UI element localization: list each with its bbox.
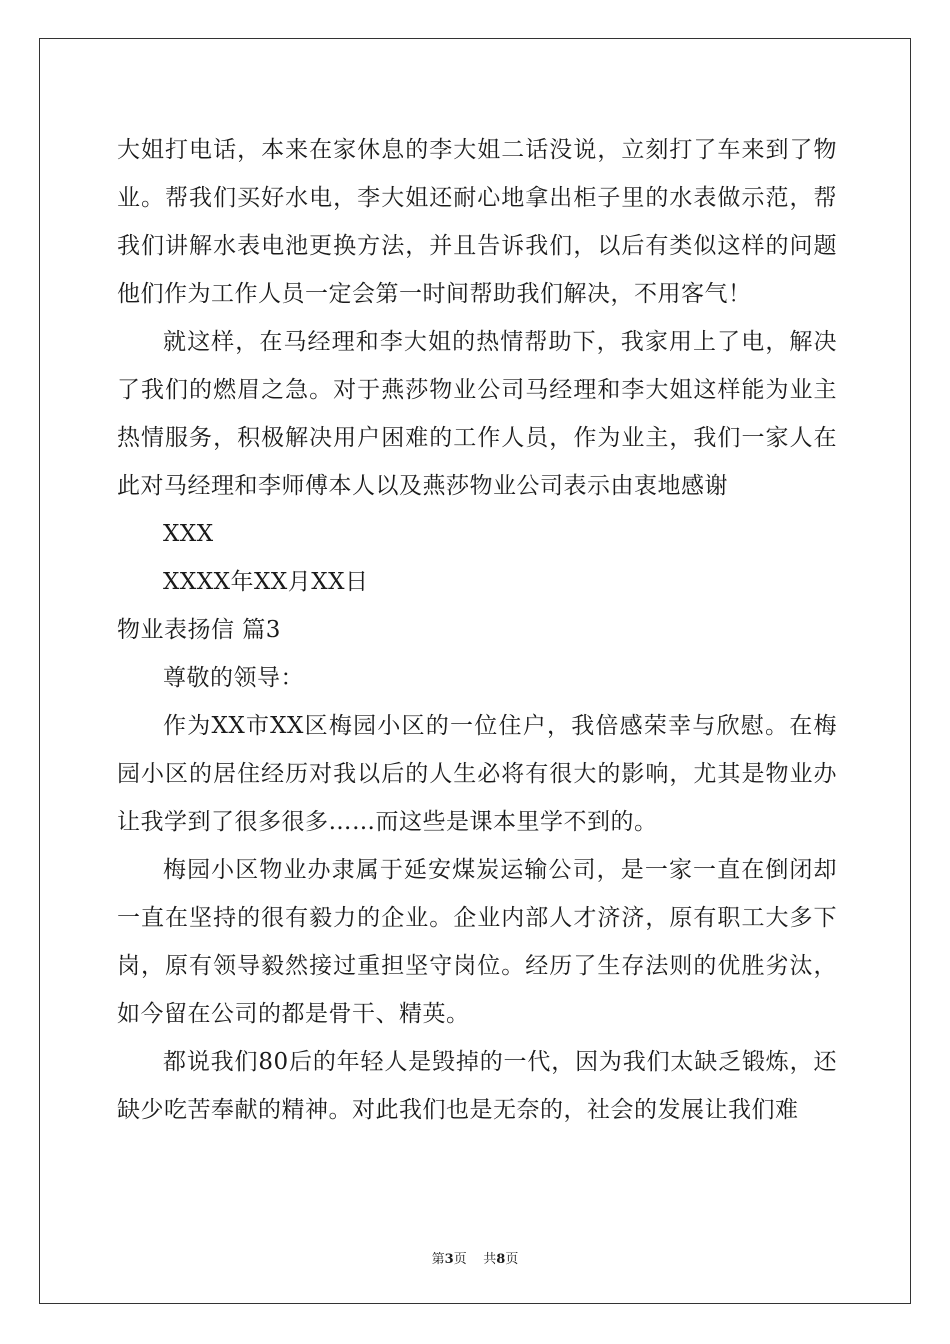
footer-page-current: 3	[444, 1252, 454, 1267]
paragraph-thanks: 就这样，在马经理和李大姐的热情帮助下，我家用上了电，解决了我们的燃眉之急。对于燕莎物业公司马经理和李大姐这样能为业主热情服务，积极解决用户困难的工作人员，作为业主，我们一家人在此对马经理和李师傅本人以及燕莎物业公司表示由衷地感谢	[117, 329, 837, 499]
signature-name: XXX	[163, 521, 214, 547]
footer-total-suffix: 页	[505, 1252, 519, 1267]
paragraph-continuation: 大姐打电话，本来在家休息的李大姐二话没说，立刻打了车来到了物业。帮我们买好水电，李大姐还耐心地拿出柜子里的水表做示范，帮我们讲解水表电池更换方法，并且告诉我们，以后有类似这样的问题他们作为工作人员一定会第一时间帮助我们解决，不用客气！	[117, 137, 837, 307]
paragraph-intro: 作为XX市XX区梅园小区的一位住户，我倍感荣幸与欣慰。在梅园小区的居住经历对我以后的人生必将有很大的影响，尤其是物业办让我学到了很多很多……而这些是课本里学不到的。	[117, 713, 837, 835]
paragraph-generation: 都说我们80后的年轻人是毁掉的一代，因为我们太缺乏锻炼，还缺少吃苦奉献的精神。对此我们也是无奈的，社会的发展让我们难	[117, 1049, 837, 1123]
signature-date: XXXX年XX月XX日	[163, 569, 369, 595]
footer-page-suffix: 页	[453, 1252, 467, 1267]
paragraph-company: 梅园小区物业办隶属于延安煤炭运输公司，是一家一直在倒闭却一直在坚持的很有毅力的企业。企业内部人才济济，原有职工大多下岗，原有领导毅然接过重担坚守岗位。经历了生存法则的优胜劣汰，如今留在公司的都是骨干、精英。	[117, 857, 837, 1027]
section-heading: 物业表扬信 篇3	[117, 617, 281, 643]
document-body	[117, 126, 837, 1134]
footer-total-prefix: 共	[483, 1252, 497, 1267]
page-footer	[0, 1248, 950, 1267]
footer-page-total: 8	[496, 1252, 506, 1267]
footer-page-prefix: 第	[431, 1252, 445, 1267]
salutation: 尊敬的领导：	[163, 665, 304, 691]
